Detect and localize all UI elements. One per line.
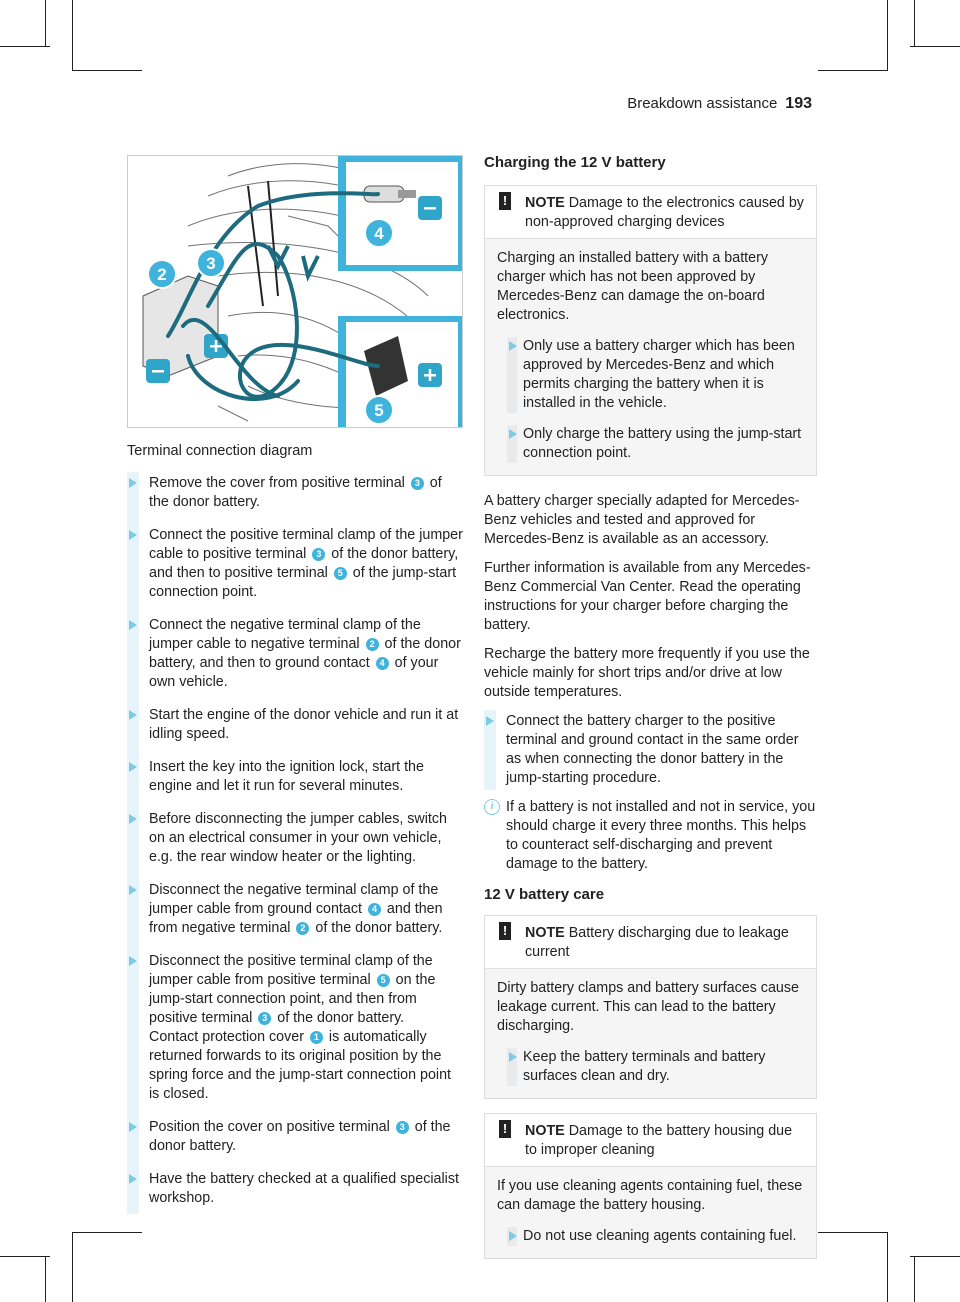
figure-caption: Terminal connection diagram: [127, 443, 313, 459]
callout-number: 4: [368, 903, 381, 916]
step-text: of the donor battery, and then to ground contact: [149, 636, 461, 671]
callout-number: 3: [258, 1012, 271, 1025]
crop-mark: [818, 70, 888, 71]
crop-mark: [72, 1232, 73, 1302]
callout-number: 2: [366, 638, 379, 651]
note-body: [485, 1167, 816, 1258]
running-header: [627, 95, 812, 113]
procedure-step: [127, 1170, 463, 1208]
note-text: Dirty battery clamps and battery surfaces cause leakage current. This can lead to the battery discharging.: [497, 980, 799, 1034]
engine-bay-drawing: [128, 156, 462, 427]
step-text: Disconnect the positive terminal clamp of the jumper cable from positive terminal: [149, 953, 433, 988]
arrow-icon: [129, 1122, 137, 1132]
step-text: of the donor battery.: [273, 1010, 405, 1026]
callout-number: 3: [396, 1121, 409, 1134]
note-label: NOTE: [525, 925, 565, 941]
note-step: Only use a battery charger which has been approved by Mercedes-Benz and which permits charging the battery when it is installed in the vehicle.: [497, 337, 804, 413]
step-text: of the donor battery.: [149, 1119, 451, 1154]
procedure-step: [127, 810, 463, 867]
note-text: Charging an installed battery with a battery charger which has not been approved by Mercedes-Benz can damage the on-board electronics.: [497, 250, 768, 323]
step-text: of the donor battery.: [311, 920, 443, 936]
note-step: Do not use cleaning agents containing fuel.: [497, 1227, 804, 1246]
note-box: [484, 1113, 817, 1259]
procedure-step: [127, 526, 463, 602]
info-note: i If a battery is not installed and not in service, you should charge it every three months. This helps to counteract self-discharging and prevent damage to the battery.: [484, 798, 817, 874]
step-text: Remove the cover from positive terminal: [149, 475, 409, 491]
terminal-connection-illustration: [127, 155, 463, 428]
note-body: [485, 969, 816, 1098]
crop-mark: [72, 1232, 142, 1233]
procedure-step: [127, 881, 463, 938]
step-text: Connect the negative terminal clamp of the jumper cable to negative terminal: [149, 617, 421, 652]
callout-number: 3: [411, 477, 424, 490]
procedure-step: Connect the battery charger to the positive terminal and ground contact in the same order as when connecting the donor battery in the jump-starting procedure.: [484, 712, 817, 788]
callout-5: [365, 396, 393, 424]
procedure-steps: [127, 474, 463, 1222]
crop-mark: [887, 0, 888, 70]
info-icon: i: [484, 799, 500, 815]
callout-label: 5: [374, 401, 384, 420]
crop-mark: [887, 1232, 888, 1302]
callout-number: 5: [377, 974, 390, 987]
arrow-icon: [486, 716, 494, 726]
step-text: Contact protection cover: [149, 1029, 308, 1045]
procedure-step: [127, 1118, 463, 1156]
note-header: [485, 186, 816, 239]
callout-number: 3: [312, 548, 325, 561]
note-title: Damage to the battery housing due to improper cleaning: [525, 1123, 793, 1158]
callout-number: 2: [296, 922, 309, 935]
crop-mark: [72, 0, 73, 70]
step-text: is automatically returned forwards to its original position by the spring force and the jump-start connection point is closed.: [149, 1029, 451, 1102]
step-text: Position the cover on positive terminal: [149, 1119, 394, 1135]
note-step: Only charge the battery using the jump-start connection point.: [497, 425, 804, 463]
callout-label: 2: [157, 265, 167, 284]
step-text: of the donor battery, and then to positive terminal: [149, 546, 459, 581]
note-label: NOTE: [525, 1123, 565, 1139]
step-text: Connect the positive terminal clamp of the jumper cable to positive terminal: [149, 527, 463, 562]
procedure-step: [127, 952, 463, 1104]
paragraph: A battery charger specially adapted for Mercedes-Benz vehicles and tested and approved for Mercedes-Benz is available as an accessory.: [484, 493, 800, 547]
crop-mark: [910, 46, 960, 47]
crop-mark: [45, 1256, 46, 1302]
step-text: and then from negative terminal: [149, 901, 443, 936]
arrow-icon: [129, 478, 137, 488]
callout-3: [197, 249, 225, 277]
note-header: [485, 1114, 816, 1167]
section-heading-charging: Charging the 12 V battery: [484, 154, 666, 171]
arrow-icon: [129, 530, 137, 540]
procedure-step: [127, 616, 463, 692]
procedure-step: [127, 706, 463, 744]
callout-number: 5: [334, 567, 347, 580]
crop-mark: [45, 0, 46, 46]
step-text: Have the battery checked at a qualified specialist workshop.: [149, 1171, 459, 1206]
crop-mark: [0, 1256, 50, 1257]
section-title: Breakdown assistance: [627, 95, 778, 112]
crop-mark: [72, 70, 142, 71]
note-title: Damage to the electronics caused by non-approved charging devices: [525, 195, 804, 230]
note-text: If you use cleaning agents containing fuel, these can damage the battery housing.: [497, 1178, 803, 1213]
arrow-icon: [129, 956, 137, 966]
page-number: 193: [785, 95, 812, 112]
arrow-icon: [509, 341, 517, 351]
step-text: Disconnect the negative terminal clamp of the jumper cable from ground contact: [149, 882, 439, 917]
note-header: [485, 916, 816, 969]
callout-label: 4: [374, 224, 384, 243]
step-text: of your own vehicle.: [149, 655, 439, 690]
crop-mark: [818, 1232, 888, 1233]
procedure-step: [127, 758, 463, 796]
step-text: of the donor battery.: [149, 475, 442, 510]
step-text: Insert the key into the ignition lock, start the engine and let it run for several minutes.: [149, 759, 424, 794]
section-heading-care: 12 V battery care: [484, 886, 605, 903]
step-text: on the jump-start connection point, and then from positive terminal: [149, 972, 436, 1026]
arrow-icon: [129, 620, 137, 630]
callout-label: 3: [206, 254, 216, 273]
exclamation-icon: !: [499, 192, 511, 210]
step-text: Before disconnecting the jumper cables, switch on an electrical consumer in your own vehicle, e.g. the rear window heater or the lighting.: [149, 811, 448, 865]
exclamation-icon: !: [499, 922, 511, 940]
arrow-icon: [129, 710, 137, 720]
step-text: of the jump-start connection point.: [149, 565, 457, 600]
callout-2: [148, 260, 176, 288]
paragraph: Further information is available from any Mercedes-Benz Commercial Van Center. Read the operating instructions for your charger before charging the battery.: [484, 560, 811, 633]
procedure-step: [127, 474, 463, 512]
crop-mark: [0, 46, 50, 47]
callout-number: 4: [376, 657, 389, 670]
crop-mark: [914, 1256, 915, 1302]
arrow-icon: [129, 1174, 137, 1184]
arrow-icon: [129, 762, 137, 772]
arrow-icon: [509, 1052, 517, 1062]
callout-4: [365, 219, 393, 247]
note-box: [484, 185, 817, 476]
crop-mark: [910, 1256, 960, 1257]
note-box: [484, 915, 817, 1099]
crop-mark: [914, 0, 915, 46]
callout-number: 1: [310, 1031, 323, 1044]
arrow-icon: [129, 885, 137, 895]
right-column: [484, 150, 817, 1271]
arrow-icon: [509, 1231, 517, 1241]
paragraph: Recharge the battery more frequently if you use the vehicle mainly for short trips and/or drive at low outside temperatures.: [484, 646, 810, 700]
arrow-icon: [129, 814, 137, 824]
note-body: [485, 239, 816, 475]
note-label: NOTE: [525, 195, 565, 211]
note-title: Battery discharging due to leakage current: [525, 925, 789, 960]
note-step: Keep the battery terminals and battery surfaces clean and dry.: [497, 1048, 804, 1086]
exclamation-icon: !: [499, 1120, 511, 1138]
arrow-icon: [509, 429, 517, 439]
step-text: Start the engine of the donor vehicle and run it at idling speed.: [149, 707, 459, 742]
